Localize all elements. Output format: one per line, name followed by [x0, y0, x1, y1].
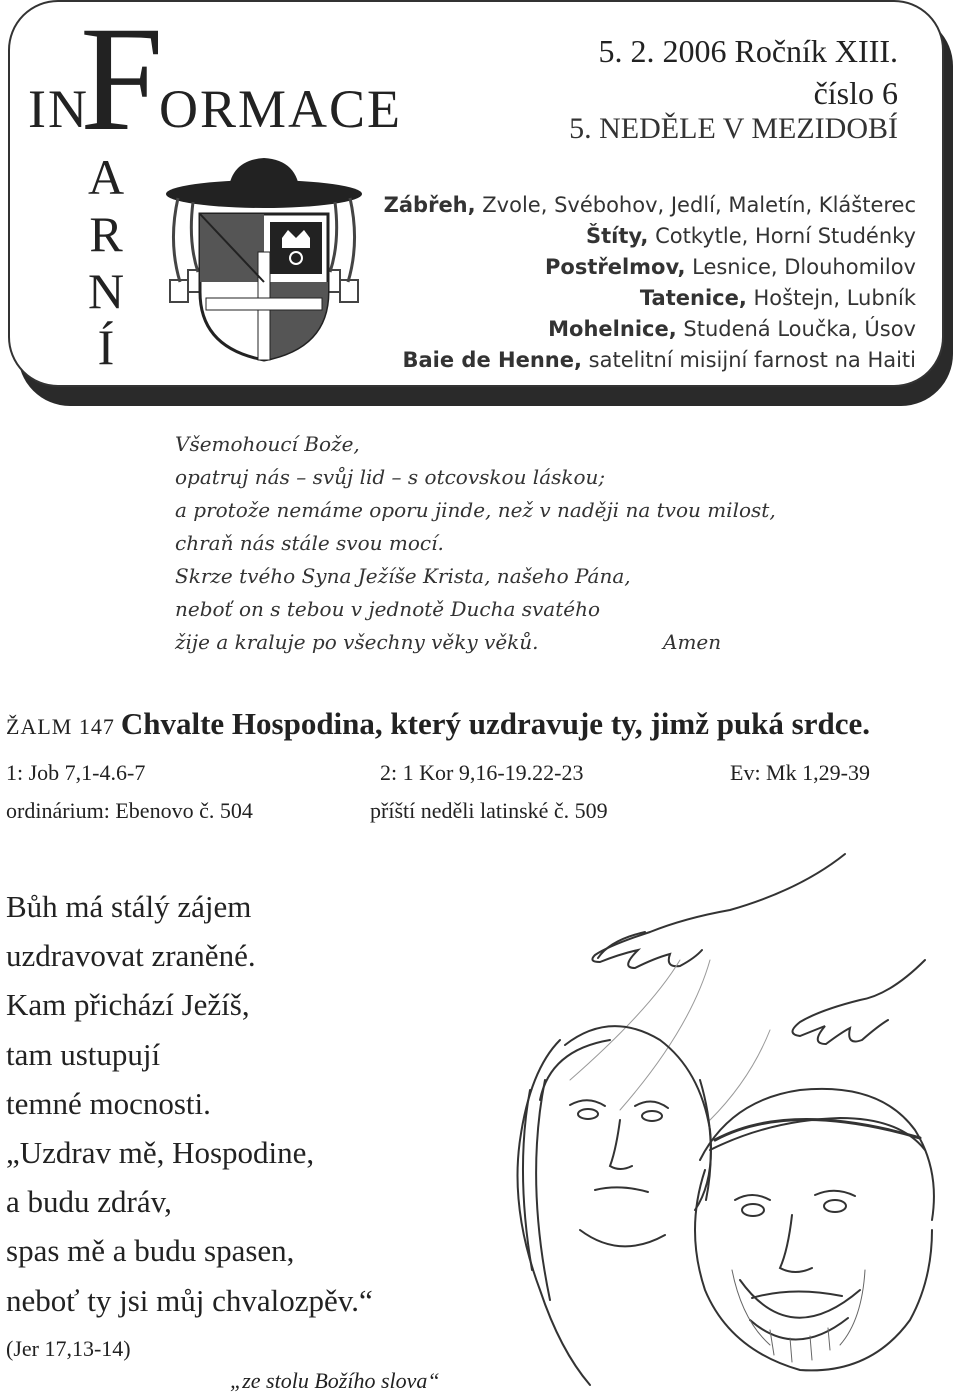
coat-of-arms-icon: [158, 152, 370, 362]
parish-line: [384, 221, 916, 252]
parish-line: [384, 314, 916, 345]
reflection-line: „Uzdrav mě, Hospodine,: [6, 1135, 315, 1171]
prayer-line: neboť on s tebou v jednotě Ducha svatého: [175, 597, 601, 621]
logo-row-left: IN: [28, 79, 89, 139]
prayer-line: Všemohoucí Bože,: [175, 432, 360, 456]
reflection-line: Kam přichází Ježíš,: [6, 987, 250, 1023]
healing-sketch-illustration: [470, 850, 955, 1390]
logo-big-letter: F: [80, 0, 164, 162]
reflection-line: spas mě a budu spasen,: [6, 1233, 295, 1269]
parish-rest: Hoštejn, Lubník: [746, 286, 916, 310]
scripture-reference: (Jer 17,13-14): [6, 1336, 131, 1361]
issue-date-block: [598, 30, 898, 114]
reflection-line: temné mocnosti.: [6, 1085, 211, 1121]
prayer-line: opatruj nás – svůj lid – s otcovskou láskou;: [175, 465, 606, 489]
parish-list: [384, 190, 916, 376]
issue-number: číslo 6: [813, 75, 898, 111]
parish-line: [384, 283, 916, 314]
next-sunday-number: příští neděli latinské č. 509: [370, 798, 608, 823]
reading-second: 2: 1 Kor 9,16-19.22-23: [380, 760, 584, 785]
reflection-line: tam ustupují: [6, 1036, 161, 1072]
reading-gospel: Ev: Mk 1,29-39: [730, 760, 870, 785]
reflection-text: [6, 882, 373, 1325]
prayer-amen: Amen: [663, 630, 722, 654]
parish-rest: Lesnice, Dlouhomilov: [685, 255, 916, 279]
logo-row-right: ORMACE: [158, 79, 403, 139]
collect-prayer: [175, 428, 776, 659]
parish-line: [384, 190, 916, 221]
reflection-line: a budu zdráv,: [6, 1184, 172, 1220]
logo-row: [28, 78, 402, 140]
prayer-line: Skrze tvého Syna Ježíše Krista, našeho Pána,: [175, 564, 631, 588]
psalm-label: ŽALM 147: [6, 714, 115, 739]
psalm-heading: [6, 706, 870, 742]
prayer-line: a protože nemáme oporu jinde, než v naději na tvou milost,: [175, 498, 776, 522]
issue-date: 5. 2. 2006 Ročník XIII.: [598, 33, 898, 69]
psalm-title: Chvalte Hospodina, který uzdravuje ty, jimž puká srdce.: [120, 706, 871, 741]
parish-main: Zábřeh,: [383, 193, 476, 217]
parish-rest: satelitní misijní farnost na Haiti: [581, 348, 916, 372]
logo-col-letter-1: A: [87, 149, 125, 205]
reflection-line: neboť ty jsi můj chvalozpěv.“: [6, 1282, 373, 1318]
reflection-line: uzdravovat zraněné.: [6, 938, 256, 974]
parish-main: Tatenice,: [639, 286, 747, 310]
parish-main: Mohelnice,: [548, 317, 677, 341]
parish-rest: Zvole, Svébohov, Jedlí, Maletín, Klášterec: [475, 193, 916, 217]
parish-main: Štíty,: [585, 224, 649, 248]
parish-line: [384, 252, 916, 283]
parish-rest: Studená Loučka, Úsov: [676, 317, 916, 341]
parish-main: Baie de Henne,: [402, 348, 582, 372]
logo-col-letter-2: R: [89, 206, 123, 262]
parish-main: Postřelmov,: [545, 255, 686, 279]
prayer-line: chraň nás stále svou mocí.: [175, 531, 444, 555]
logo-col-letter-3: N: [87, 263, 125, 319]
ordinary-number: ordinárium: Ebenovo č. 504: [6, 798, 253, 823]
reading-first: 1: Job 7,1-4.6-7: [6, 760, 146, 785]
source-credit: „ze stolu Božího slova“: [230, 1368, 440, 1393]
logo-col-letter-4: Í: [97, 319, 115, 375]
parish-line: [384, 345, 916, 376]
prayer-line: žije a kraluje po všechny věky věků.: [175, 630, 539, 654]
liturgical-sunday: 5. NEDĚLE V MEZIDOBÍ: [569, 112, 898, 145]
parish-rest: Cotkytle, Horní Studénky: [648, 224, 916, 248]
reflection-line: Bůh má stálý zájem: [6, 889, 252, 924]
